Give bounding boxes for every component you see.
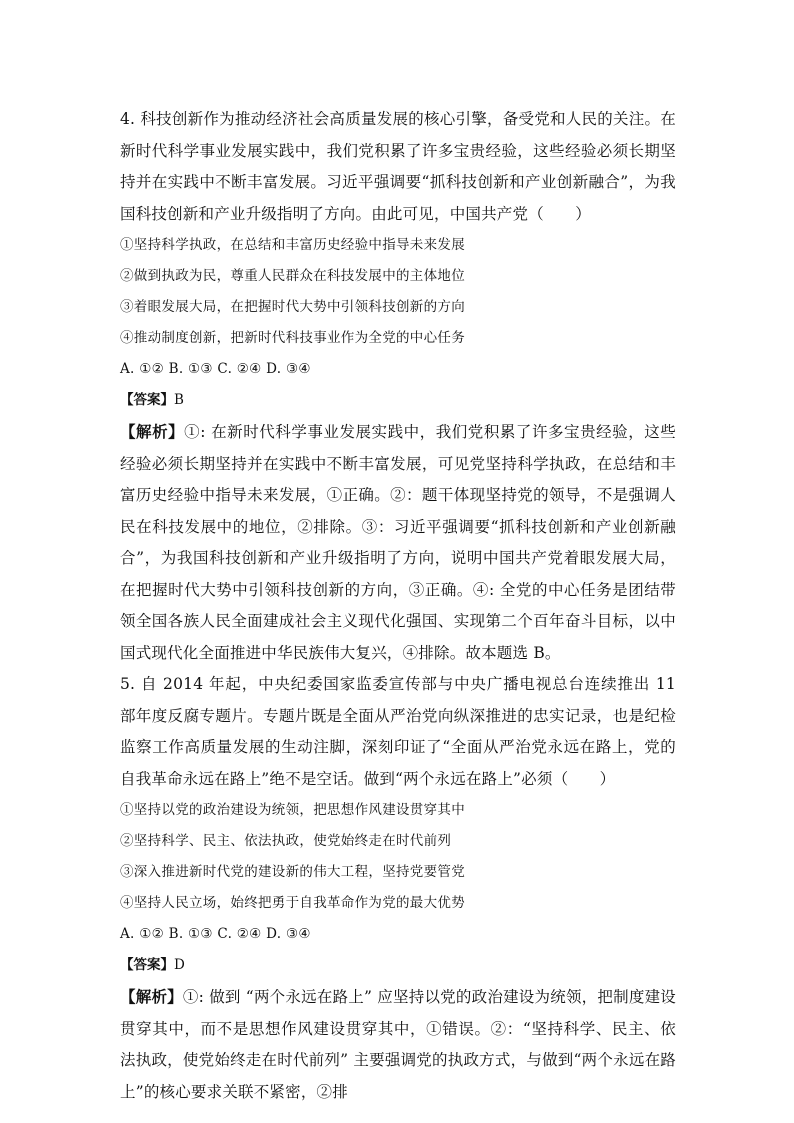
question-4-choices: A. ①② B. ①③ C. ②④ D. ③④ (120, 361, 311, 377)
answer-label: 【答案】 (120, 392, 174, 408)
question-4-analysis (120, 416, 676, 669)
question-5-stem: 5. 自 2014 年起，中央纪委国家监委宣传部与中央广播电视总台连续推出 11 部年度反腐专题片。专题片既是全面从严治党向纵深推进的忠实记录，也是纪检监察工作高质量发展的生动注脚，深刻印证了“全面从严治党永远在路上，党的自我革命永远在路上”绝不是空话。做到“两个永远在路上”必须（ ） (120, 675, 676, 788)
document-content (120, 104, 676, 1108)
question-4-option-2: ②做到执政为民，尊重人民群众在科技发展中的主体地位 (120, 268, 465, 284)
answer-label: 【答案】 (120, 957, 174, 973)
question-5-analysis (120, 981, 676, 1108)
answer-value: D (174, 957, 185, 973)
question-5-choices: A. ①② B. ①③ C. ②④ D. ③④ (120, 926, 311, 942)
analysis-text: ①: 做到 “两个永远在路上” 应坚持以党的政治建设为统领，把制度建设贯穿其中，而不是思想作风建设贯穿其中，①错误。②：“坚持科学、民主、依法执政，使党始终走在时代前列” 主要强调党的执政方式，与做到“两个永远在路上”的核心要求关联不紧密，②排 (120, 988, 676, 1101)
question-4-option-4: ④推动制度创新，把新时代科技事业作为全党的中心任务 (120, 330, 465, 346)
question-4-answer (120, 385, 676, 416)
question-5-option-4: ④坚持人民立场，始终把勇于自我革命作为党的最大优势 (120, 895, 465, 911)
analysis-text: ①: 在新时代科学事业发展实践中，我们党积累了许多宝贵经验，这些经验必须长期坚持并在实践中不断丰富发展，可见党坚持科学执政，在总结和丰富历史经验中指导未来发展，①正确。②：题干体现坚持党的领导，不是强调人民在科技发展中的地位，②排除。③：习近平强调要“抓科技创新和产业创新融合”，为我国科技创新和产业升级指明了方向，说明中国共产党着眼发展大局，在把握时代大势中引领科技创新的方向，③正确。④: 全党的中心任务是团结带领全国各族人民全面建成社会主义现代化强国、实现第二个百年奋斗目标，以中国式现代化全面推进中华民族伟大复兴，④排除。故本题选 B。 (120, 423, 676, 662)
analysis-label: 【解析】 (120, 987, 183, 1006)
answer-value: B (174, 392, 184, 408)
question-5-option-3: ③深入推进新时代党的建设新的伟大工程，坚持党要管党 (120, 864, 465, 880)
question-5-option-1: ①坚持以党的政治建设为统领，把思想作风建设贯穿其中 (120, 802, 465, 818)
question-5-answer (120, 950, 676, 981)
question-5-option-2: ②坚持科学、民主、依法执政，使党始终走在时代前列 (120, 833, 452, 849)
question-4-option-1: ①坚持科学执政，在总结和丰富历史经验中指导未来发展 (120, 237, 465, 253)
question-4-stem: 4. 科技创新作为推动经济社会高质量发展的核心引擎，备受党和人民的关注。在新时代科学事业发展实践中，我们党积累了许多宝贵经验，这些经验必须长期坚持并在实践中不断丰富发展。习近平强调要“抓科技创新和产业创新融合”，为我国科技创新和产业升级指明了方向。由此可见，中国共产党（ ） (120, 110, 676, 223)
analysis-label: 【解析】 (120, 422, 185, 441)
question-4-option-3: ③着眼发展大局，在把握时代大势中引领科技创新的方向 (120, 299, 465, 315)
